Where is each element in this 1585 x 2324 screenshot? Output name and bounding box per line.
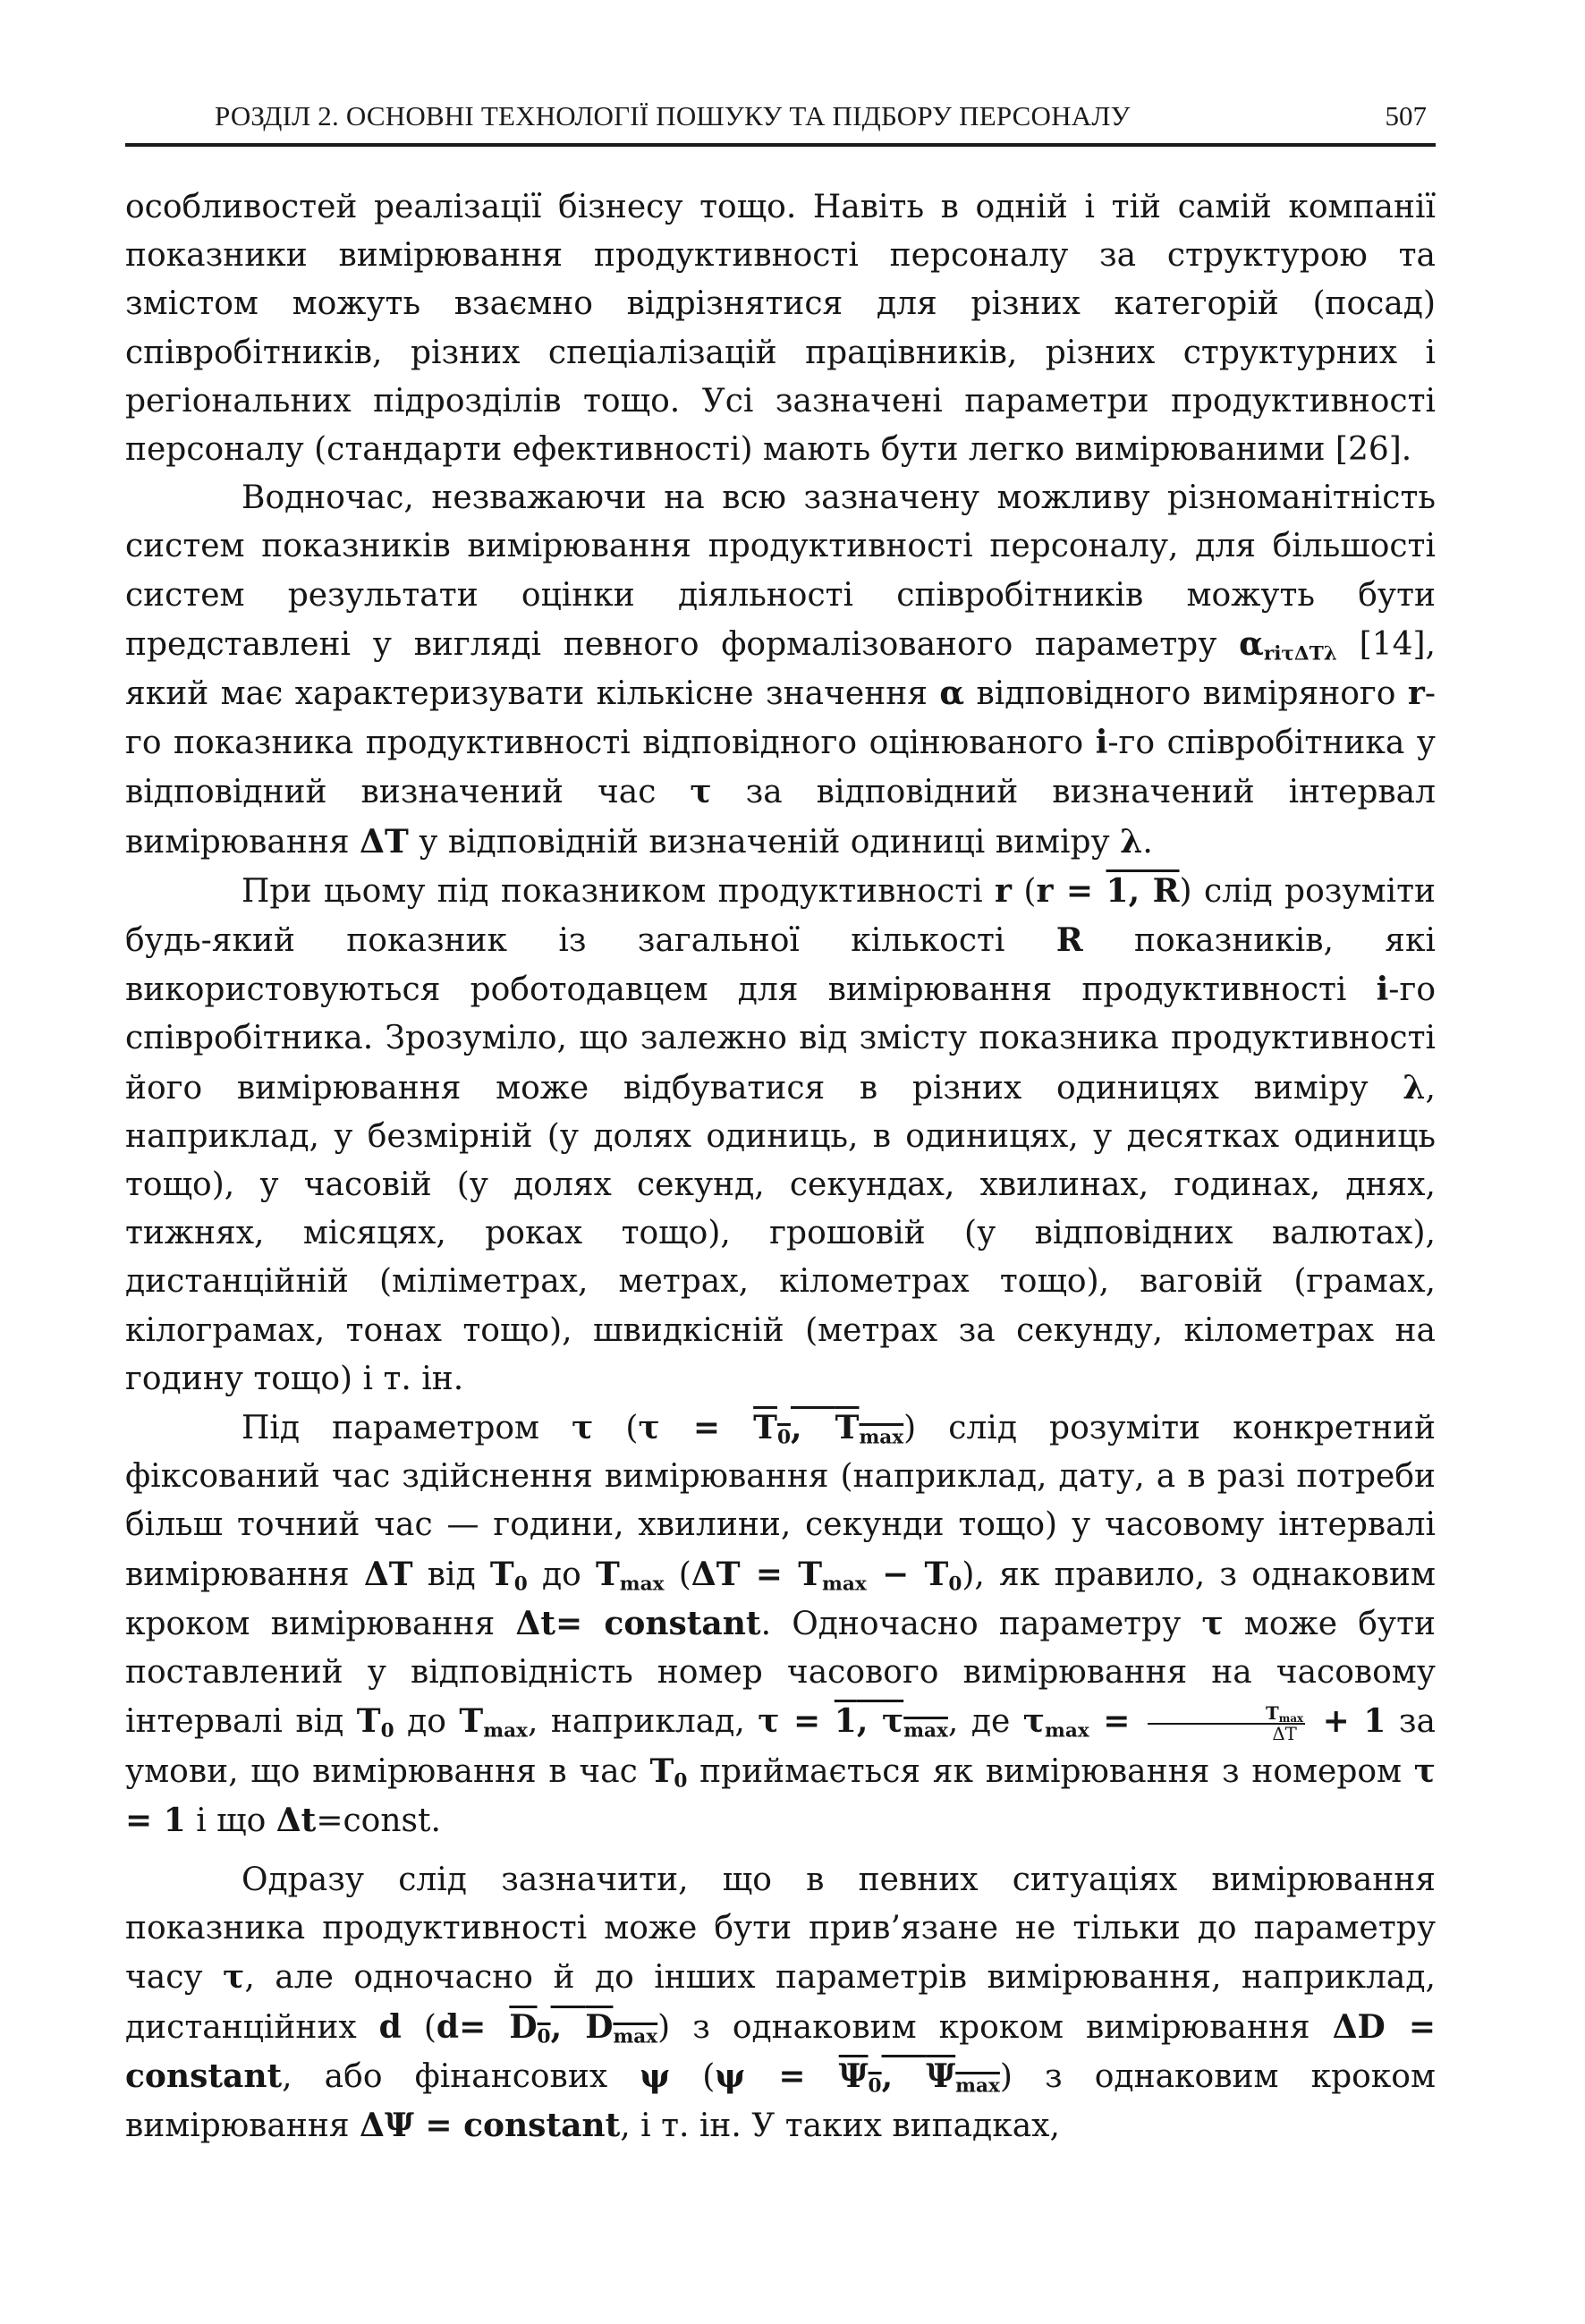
math-lambda: λ (1403, 1068, 1426, 1107)
math-delta-t: ΔT (360, 822, 409, 861)
math-R: R (1055, 921, 1083, 960)
math-fraction (1148, 1701, 1305, 1745)
math-r: r (995, 871, 1013, 910)
math-psi: ψ (640, 2057, 671, 2095)
body-text (125, 183, 1436, 2150)
math-delta-t: ΔT (363, 1555, 413, 1593)
paragraph-4: Під параметром τ ($\tau = T_0$, $T_{max}$) слід розуміти конкретний фіксований час здійснення вимірювання (наприклад, дату, а в разі потреби більш точний час — години, хвилини, секунди тощо) у часовому інтервалі вимірювання ΔT від $T_0$ до $T_{max}$ $(\Delta T = T_{max} - T_0)$, як правило, з однаковим кроком вимірювання Δt= constant. Одночасно параметру τ може бути поставлений у відповідність номер часового вимірювання на часовому інтервалі від $T_0$ до $T_{max}$, наприклад, τ = 1, $\tau_{max}$, де $\tau_{max}$ = $\frac{T_{max}}{\Delta T}$ + 1 за умови, що вимірювання в час $T_0$ приймається як вимірювання з номером τ = 1 і що Δt=const. (125, 1409, 1436, 1839)
math-lambda: λ (1120, 822, 1143, 861)
math-eq: = (1089, 1702, 1145, 1741)
running-head: РОЗДІЛ 2. ОСНОВНІ ТЕХНОЛОГІЇ ПОШУКУ ТА ПІДБОРУ ПЕРСОНАЛУ (215, 100, 1131, 131)
page-number: 507 (1385, 100, 1427, 131)
paragraph-1 (125, 183, 1436, 474)
math-tmax: $T_{max}$ (459, 1702, 528, 1743)
math-tau: τ (690, 773, 712, 811)
math-range: 1, R (1106, 871, 1180, 910)
math-dt-constant: Δt= constant (515, 1604, 761, 1642)
math-psi-eq: ψ = (715, 2057, 839, 2095)
math-tau-eq: τ = (758, 1702, 835, 1741)
text-run: особливостей реалізації бізнесу тощо. Навіть в одній і тій самій компанії показники вимірювання продуктивності персоналу за структурою та змістом можуть взаємно відрізнятися для різних категорій (посад) співробітників, різних спеціалізацій працівників, різних структурних і регіональних підрозділів тощо. Усі зазначені параметри продуктивності персоналу (стандарти ефективності) мають бути легко вимірюваними [26]. (125, 189, 1436, 469)
math-d: d (378, 2007, 402, 2046)
math-t0: $T_0$ (356, 1702, 394, 1743)
math-tmax: $T_{max}$ (596, 1555, 665, 1596)
math-tau-max: $\tau_{max}$ (1022, 1702, 1089, 1743)
fraction-denominator: ΔT (1272, 1724, 1297, 1745)
math-delta-t-eq: $\Delta T = T_{max} - T_0$ (691, 1555, 962, 1596)
math-r: r (1407, 674, 1425, 713)
math-range: $D_0$, $D_{max}$ (509, 2007, 658, 2048)
math-tau-eq: τ = (638, 1409, 754, 1447)
math-range: $T_0$, $T_{max}$ (753, 1409, 904, 1449)
text-run: Водночас, незважаючи на всю зазначену можливу різноманітність систем показників вимірювання продуктивності персоналу, для більшості систем результати оцінки діяльності співробітників можуть бути представлені у вигляді певного формалізованого параметру (125, 479, 1436, 663)
math-d-eq: d= (436, 2007, 510, 2046)
math-alpha: $\alpha_{ri\tau\Delta T\lambda}$ (1239, 624, 1337, 666)
math-plus-one: + 1 (1309, 1702, 1386, 1741)
math-dd-constant: ΔD = constant (125, 2007, 1437, 2095)
page-header (125, 89, 1436, 147)
math-dt: Δt (275, 1801, 317, 1839)
math-t0: $T_0$ (489, 1555, 528, 1596)
math-tau-one: τ = 1 (125, 1751, 1436, 1839)
math-dpsi-constant: ΔΨ = constant (360, 2106, 621, 2144)
math-i: i (1095, 724, 1108, 762)
math-range: $\Psi_0$, $\Psi_{max}$ (838, 2057, 1000, 2098)
paragraph-2: Водночас, незважаючи на всю зазначену можливу різноманітність систем показників вимірювання продуктивності персоналу, для більшості систем результати оцінки діяльності співробітників можуть бути представлені у вигляді певного формалізованого параметру $\alpha_{ri\tau\Delta T\lambda}$ [14], який має характеризувати кількісне значення α відповідного виміряного r-го показника продуктивності відповідного оцінюваного i-го співробітника у відповідний визначений час τ за відповідний визначений інтервал вимірювання ΔT у відповідній визначеній одиниці виміру λ. (125, 479, 1437, 861)
fraction-numerator: $T_{max}$ (1148, 1704, 1305, 1726)
math-tau: τ (223, 1958, 245, 1997)
math-t0: $T_0$ (649, 1751, 688, 1792)
paragraph-5: Одразу слід зазначити, що в певних ситуаціях вимірювання показника продуктивності може бути прив’язане не тільки до параметру часу τ, але одночасно й до інших параметрів вимірювання, наприклад, дистанційних d ($d= D_0$, $D_{max}$) з однаковим кроком вимірювання ΔD = constant, або фінансових ψ ($\psi = \Psi_0$, $\Psi_{max}$) з однаковим кроком вимірювання ΔΨ = constant, і т. ін. У таких випадках, (125, 1861, 1437, 2144)
paragraph-3: При цьому під показником продуктивності r (r = 1, R) слід розуміти будь-який показник із загальної кількості R показників, які використовуються роботодавцем для вимірювання продуктивності i-го співробітника. Зрозуміло, що залежно від змісту показника продуктивності його вимірювання може відбуватися в різних одиницях виміру λ, наприклад, у безмірній (у долях одиниць, в одиницях, у десятках одиниць тощо), у часовій (у долях секунд, секундах, хвилинах, годинах, днях, тижнях, місяцях, роках тощо), грошовій (у відповідних валютах), дистанційній (міліметрах, метрах, кілометрах тощо), ваговій (грамах, кілограмах, тонах тощо), швидкісній (метрах за секунду, кілометрах на годину тощо) і т. ін. (125, 871, 1436, 1397)
math-range: 1, $\tau_{max}$ (834, 1702, 948, 1743)
math-tau: τ (572, 1409, 594, 1447)
math-alpha: α (939, 674, 965, 713)
math-subscript: riτΔTλ (1263, 642, 1337, 666)
math-tau: τ (1201, 1604, 1224, 1642)
math-i: i (1376, 971, 1389, 1009)
math-r-eq: r = (1036, 871, 1106, 910)
